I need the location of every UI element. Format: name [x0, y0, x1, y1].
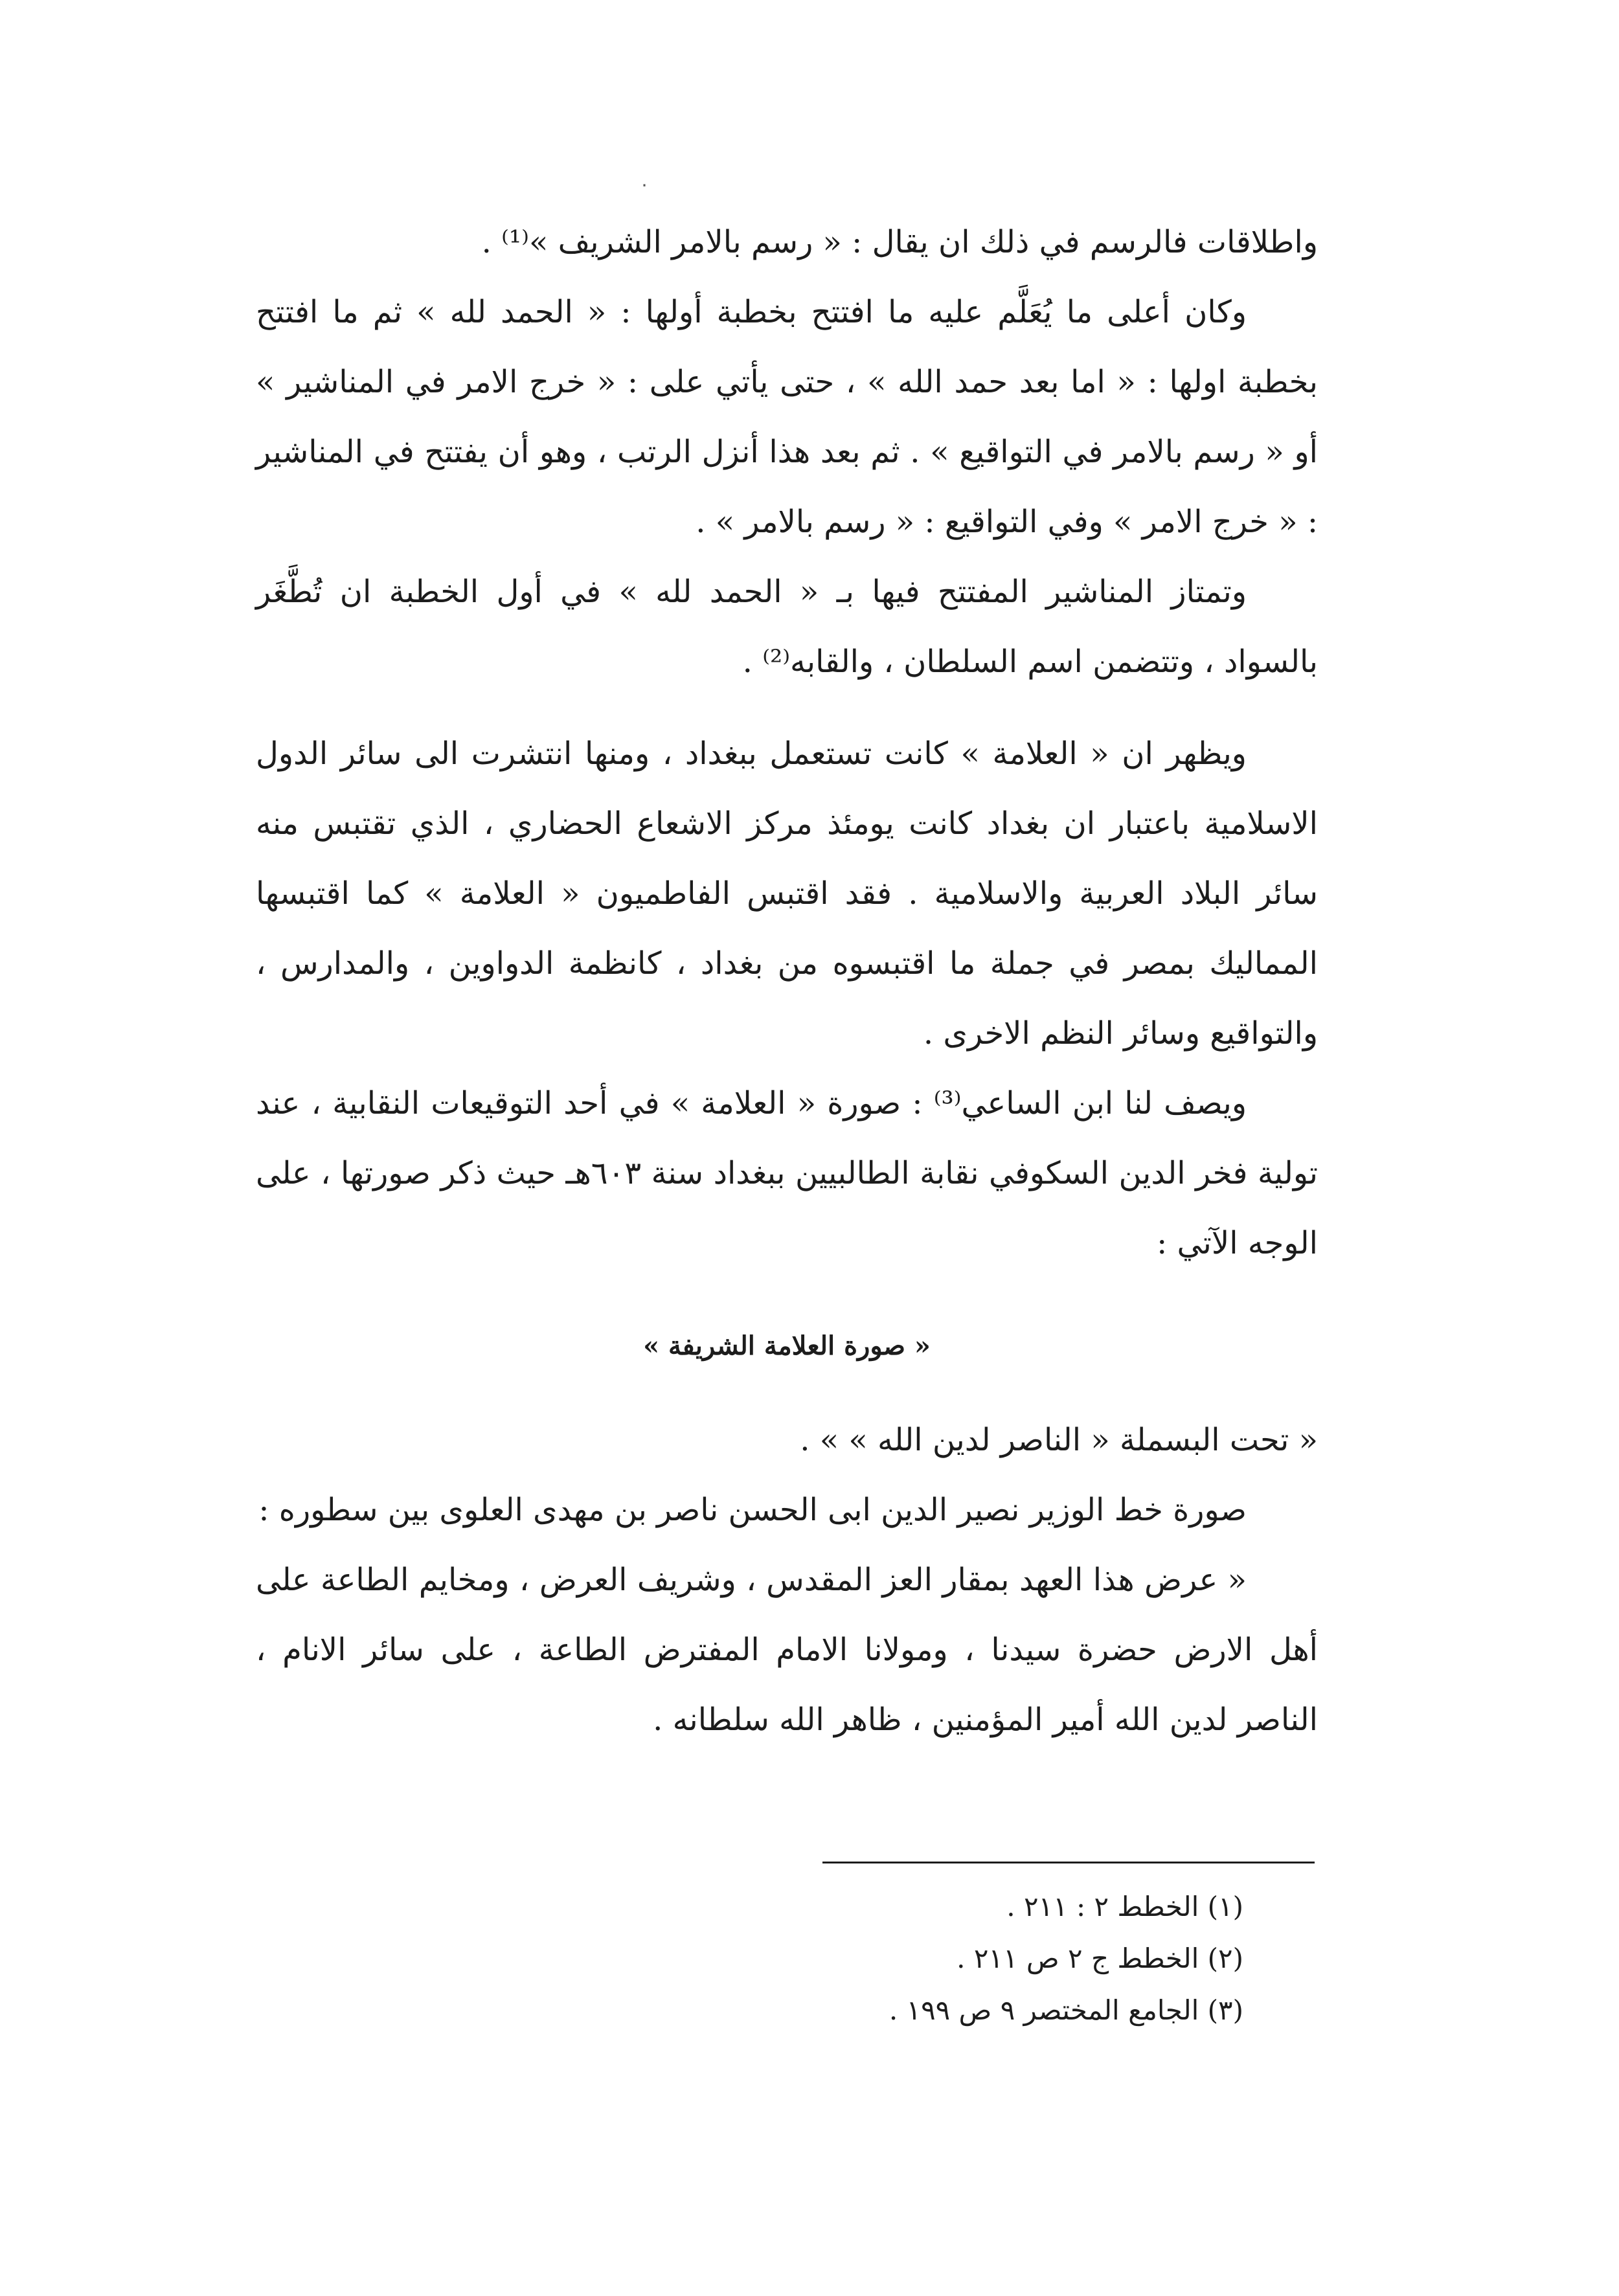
page-top-mark: ٠ — [639, 174, 650, 195]
paragraph-alama-ranks: وكان أعلى ما يُعَلَّم عليه ما افتتح بخطبة أولها : « الحمد لله » ثم ما افتتح بخطبة اولها : « اما بعد حمد الله » ، حتى يأتي على : « خرج الامر في المناشير » أو « رسم بالامر في التواقيع » . ثم بعد هذا أنزل الرتب ، وهو أن يفتتح في المناشير : « خرج الامر » وفي التواقيع : « رسم بالامر » . — [256, 294, 1319, 540]
paragraph-baghdad-origin: ويظهر ان « العلامة » كانت تستعمل ببغداد ، ومنها انتشرت الى سائر الدول الاسلامية باعتبار ان بغداد كانت يومئذ مركز الاشعاع الحضاري ، الذي تقتبس منه سائر البلاد العربية والاسلامية . فقد اقتبس الفاطميون « العلامة » كما اقتبسها المماليك بمصر في جملة ما اقتبسوه من بغداد ، كانظمة الدواوين ، والمدارس ، والتواقيع وسائر النظم الاخرى . — [256, 736, 1318, 1052]
footnote-1: (١) الخطط ٢ : ٢١١ . — [1006, 1891, 1243, 1922]
baghdad-text-block — [256, 719, 1318, 1278]
signature-text-block — [256, 1405, 1318, 1755]
paragraph-manashir: وتمتاز المناشير المفتتح فيها بـ « الحمد لله » في أول الخطبة ان تُطَّغَر بالسواد ، وتتضمن اسم السلطان ، والقابه⁽²⁾ . — [256, 574, 1318, 680]
paragraph-basmala: « تحت البسملة « الناصر لدين الله » » . — [800, 1422, 1318, 1458]
paragraph-ahd-text: « عرض هذا العهد بمقار العز المقدس ، وشريف العرض ، ومخايم الطاعة على أهل الارض حضرة سيدنا ، ومولانا الامام المفترض الطاعة ، على سائر الانام ، الناصر لدين الله أمير المؤمنين ، ظاهر الله سلطانه . — [256, 1562, 1318, 1738]
paragraph-ibn-al-sai: ويصف لنا ابن الساعي⁽³⁾ : صورة « العلامة » في أحد التوقيعات النقابية ، عند تولية فخر الدين السكوفي نقابة الطالبيين ببغداد سنة ٦٠٣هـ حيث ذكر صورتها ، على الوجه الآتي : — [256, 1085, 1318, 1261]
paragraph-rasm-bil-amr: واطلاقات فالرسم في ذلك ان يقال : « رسم بالامر الشريف »⁽¹⁾ . — [481, 224, 1318, 260]
footnote-divider — [822, 1862, 1315, 1863]
footnote-3: (٣) الجامع المختصر ٩ ص ١٩٩ . — [889, 1994, 1243, 2026]
section-heading: « صورة العلامة الشريفة » — [643, 1331, 931, 1361]
opening-text-block — [256, 207, 1318, 697]
paragraph-vizier-line: صورة خط الوزير نصير الدين ابى الحسن ناصر بن مهدى العلوى بين سطوره : — [258, 1492, 1247, 1528]
footnote-2: (٢) الخطط ج ٢ ص ٢١١ . — [957, 1942, 1243, 1974]
footnotes — [648, 1881, 1243, 2036]
